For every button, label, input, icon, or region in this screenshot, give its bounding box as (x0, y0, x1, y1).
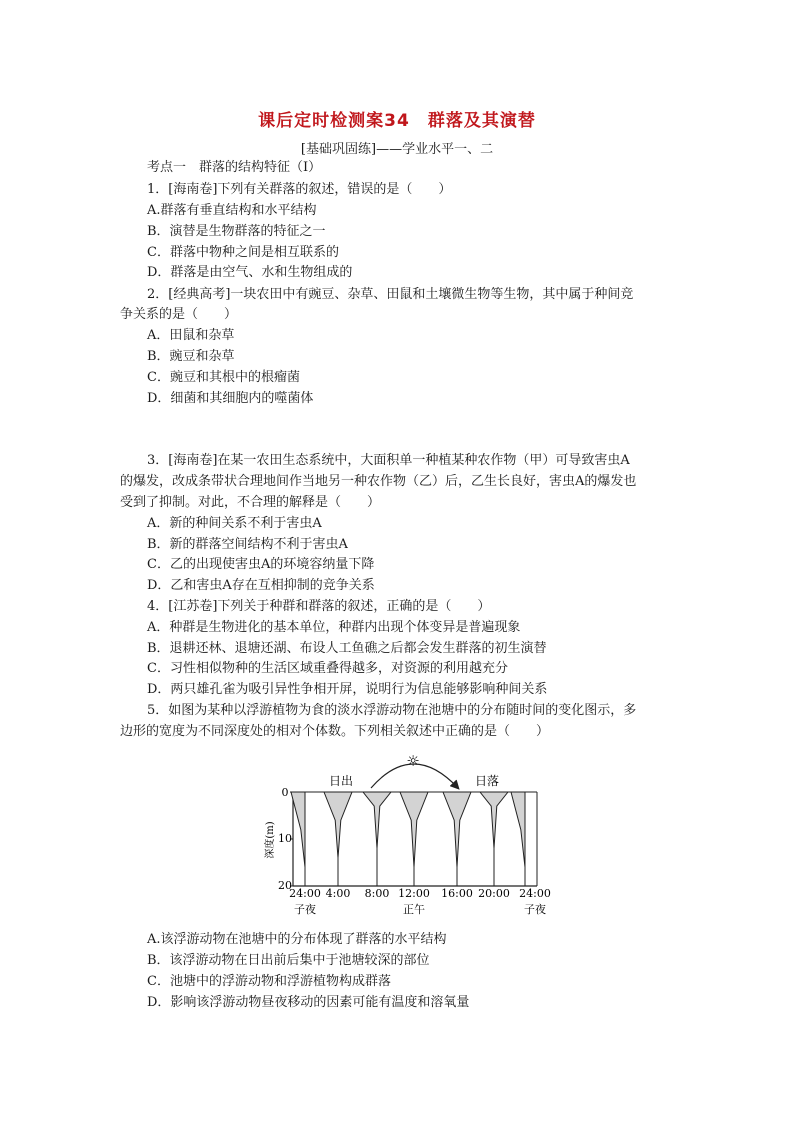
y-tick-20: 20 (278, 879, 292, 892)
page-title: 课后定时检测案34 群落及其演替 (258, 111, 536, 131)
question-1-stem: 1．[海南卷]下列有关群落的叙述，错误的是（ ） (147, 182, 452, 197)
question-1-option-b: B．演替是生物群落的特征之一 (147, 224, 326, 239)
x-tick-0: 24:00 (289, 887, 321, 900)
chart-marks (291, 792, 525, 886)
x-tick-5: 20:00 (478, 887, 510, 900)
question-1-option-d: D．群落是由空气、水和生物组成的 (147, 265, 353, 280)
question-3-option-d: D．乙和害虫A存在互相抑制的竞争关系 (147, 578, 375, 593)
x-sublabel-midnight-right: 子夜 (524, 903, 546, 916)
question-1-option-a: A.群落有垂直结构和水平结构 (147, 203, 317, 218)
distribution-polygon (443, 792, 471, 867)
sun-icon: ☼ (406, 752, 420, 770)
y-tick-0: 0 (281, 786, 289, 799)
x-tick-6: 24:00 (519, 887, 551, 900)
question-4-stem: 4．[江苏卷]下列关于种群和群落的叙述，正确的是（ ） (147, 599, 491, 614)
question-3-stem-cont-2: 受到了抑制。对此，不合理的解释是（ ） (120, 495, 381, 510)
question-4-option-c: C．习性相似物种的生活区域重叠得越多，对资源的利用越充分 (147, 661, 508, 676)
x-sublabel-noon: 正午 (403, 903, 425, 916)
section-subtitle: [基础巩固练]——学业水平一、二 (300, 142, 494, 157)
question-1-option-c: C．群落中物种之间是相互联系的 (147, 245, 339, 260)
question-4-option-a: A．种群是生物进化的基本单位，种群内出现个体变异是普遍现象 (147, 620, 521, 635)
y-tick-10: 10 (278, 832, 292, 845)
question-2-stem: 2．[经典高考]一块农田中有豌豆、杂草、田鼠和土壤微生物等生物，其中属于种间竞 (147, 287, 634, 302)
question-2-option-b: B．豌豆和杂草 (147, 349, 235, 364)
question-5-option-a: A.该浮游动物在池塘中的分布体现了群落的水平结构 (147, 932, 447, 947)
question-5-option-b: B．该浮游动物在日出前后集中于池塘较深的部位 (147, 953, 430, 968)
x-tick-4: 16:00 (441, 887, 473, 900)
question-2-option-d: D．细菌和其细胞内的噬菌体 (147, 391, 314, 406)
zooplankton-depth-figure (263, 748, 563, 918)
sunset-label: 日落 (474, 774, 500, 788)
question-2-option-a: A．田鼠和杂草 (147, 328, 235, 343)
x-tick-1: 4:00 (325, 887, 351, 900)
x-tick-3: 12:00 (398, 887, 430, 900)
question-3-option-c: C．乙的出现使害虫A的环境容纳量下降 (147, 557, 375, 572)
question-4-option-b: B．退耕还林、退塘还湖、布设人工鱼礁之后都会发生群落的初生演替 (147, 641, 547, 656)
question-3-option-a: A．新的种间关系不利于害虫A (147, 516, 322, 531)
question-4-option-d: D．两只雄孔雀为吸引异性争相开屏，说明行为信息能够影响种间关系 (147, 682, 548, 697)
question-3-stem: 3．[海南卷]在某一农田生态系统中，大面积单一种植某种农作物（甲）可导致害虫A (147, 453, 630, 468)
distribution-polygon (324, 792, 352, 858)
question-2-stem-cont: 争关系的是（ ） (120, 307, 238, 322)
x-tick-2: 8:00 (364, 887, 390, 900)
y-axis-label: 深度(m) (265, 821, 276, 859)
section-heading: 考点一 群落的结构特征（Ⅰ） (147, 160, 322, 175)
question-2-option-c: C．豌豆和其根中的根瘤菌 (147, 370, 300, 385)
distribution-polygon (400, 792, 428, 867)
x-sublabel-midnight-left: 子夜 (294, 903, 316, 916)
question-5-stem-cont: 边形的宽度为不同深度处的相对个体数。下列相关叙述中正确的是（ ） (120, 724, 550, 739)
sunrise-label: 日出 (328, 774, 354, 788)
question-3-option-b: B．新的群落空间结构不利于害虫A (147, 537, 348, 552)
question-5-option-c: C．池塘中的浮游动物和浮游植物构成群落 (147, 974, 391, 989)
question-5-option-d: D．影响该浮游动物昼夜移动的因素可能有温度和溶氧量 (147, 995, 470, 1010)
distribution-polygon (511, 792, 525, 867)
question-3-stem-cont: 的爆发，改成条带状合理地间作当地另一种农作物（乙）后，乙生长良好，害虫A的爆发也 (120, 474, 637, 489)
distribution-polygon (480, 792, 508, 848)
depth-time-chart (263, 748, 563, 918)
question-5-stem: 5．如图为某种以浮游植物为食的淡水浮游动物在池塘中的分布随时间的变化图示，多 (147, 703, 637, 718)
distribution-polygon (363, 792, 391, 848)
